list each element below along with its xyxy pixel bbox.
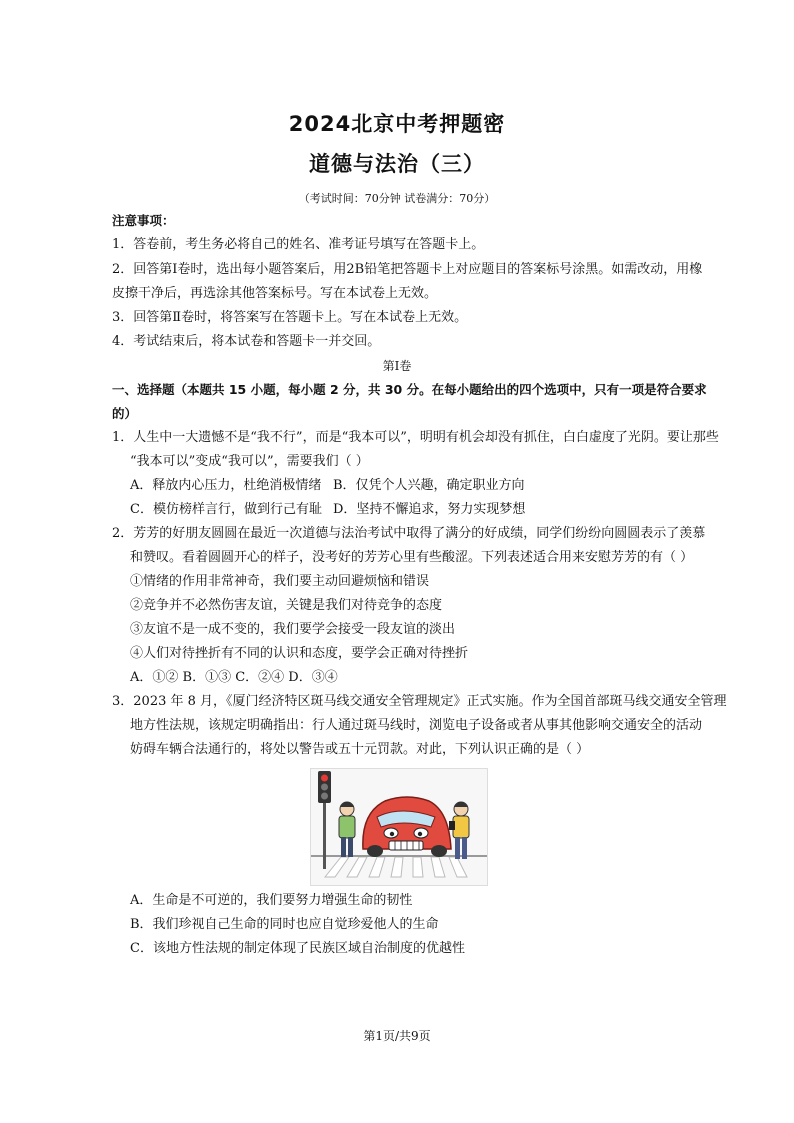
note-item-3: 3．回答第Ⅱ卷时，将答案写在答题卡上。写在本试卷上无效。 xyxy=(112,310,468,325)
crosswalk-illustration xyxy=(310,768,488,886)
section-heading: 一、选择题（本题共 15 小题，每小题 2 分，共 30 分。在每小题给出的四个选项中，只有一项是符合要求 xyxy=(112,382,707,397)
q2-statement-4: ④人们对待挫折有不同的认识和态度，要学会正确对待挫折 xyxy=(130,646,469,661)
q1-stem: 1．人生中一大遗憾不是“我不行”，而是“我本可以”，明明有机会却没有抓住，白白虚度了光阴。要让那些 xyxy=(112,430,719,445)
q2-statement-1: ①情绪的作用非常神奇，我们要主动回避烦恼和错误 xyxy=(130,574,430,589)
q1-option-c: C．模仿榜样言行，做到行己有耻 xyxy=(130,502,322,517)
q1-option-d: D．坚持不懈追求，努力实现梦想 xyxy=(333,502,526,517)
page-number: 第1页/共9页 xyxy=(363,1029,431,1043)
note-item-2: 2．回答第Ⅰ卷时，选出每小题答案后，用2B铅笔把答题卡上对应题目的答案标号涂黑。如需改动，用橡 xyxy=(112,262,703,277)
q1-stem-cont: “我本可以”变成“我可以”，需要我们（ ） xyxy=(130,454,369,469)
q3-option-a: A．生命是不可逆的，我们要努力增强生命的韧性 xyxy=(130,893,413,908)
q3-stem-cont-2: 妨碍车辆合法通行的，将处以警告或五十元罚款。对此，下列认识正确的是（ ） xyxy=(130,742,590,757)
note-item-4: 4．考试结束后，将本试卷和答题卡一并交回。 xyxy=(112,334,381,349)
note-item-1: 1．答卷前，考生务必将自己的姓名、准考证号填写在答题卡上。 xyxy=(112,237,485,252)
q3-option-c: C．该地方性法规的制定体现了民族区域自治制度的优越性 xyxy=(130,941,465,956)
volume-label: 第Ⅰ卷 xyxy=(382,359,412,373)
q3-stem: 3．2023 年 8 月，《厦门经济特区斑马线交通安全管理规定》正式实施。作为全国首部斑马线交通安全管理 xyxy=(112,694,727,709)
notes-heading: 注意事项： xyxy=(112,213,175,228)
q1-option-a: A．释放内心压力，杜绝消极情绪 xyxy=(130,478,322,493)
section-heading-cont: 的） xyxy=(112,406,138,421)
exam-info: （考试时间：70分钟 试卷满分：70分） xyxy=(298,192,496,205)
q3-stem-cont-1: 地方性法规，该规定明确指出：行人通过斑马线时，浏览电子设备或者从事其他影响交通安全的活动 xyxy=(130,718,703,733)
q3-option-b: B．我们珍视自己生命的同时也应自觉珍爱他人的生命 xyxy=(130,917,439,932)
q1-option-b: B．仅凭个人兴趣，确定职业方向 xyxy=(333,478,525,493)
q2-statement-3: ③友谊不是一成不变的，我们要学会接受一段友谊的淡出 xyxy=(130,622,456,637)
q2-stem-cont: 和赞叹。看着圆圆开心的样子，没考好的芳芳心里有些酸涩。下列表述适合用来安慰芳芳的有（ ） xyxy=(130,550,694,565)
q2-stem: 2．芳芳的好朋友圆圆在最近一次道德与法治考试中取得了满分的好成绩，同学们纷纷向圆圆表示了羡慕 xyxy=(112,526,706,541)
crosswalk-illustration-art xyxy=(311,769,487,885)
q2-options: A．①② B．①③ C．②④ D．③④ xyxy=(130,670,338,685)
exam-title: 2024北京中考押题密 xyxy=(288,112,506,136)
q2-statement-2: ②竞争并不必然伤害友谊，关键是我们对待竞争的态度 xyxy=(130,598,443,613)
note-item-2-cont: 皮擦干净后，再选涂其他答案标号。写在本试卷上无效。 xyxy=(112,286,438,301)
exam-subject: 道德与法治（三） xyxy=(309,152,485,176)
